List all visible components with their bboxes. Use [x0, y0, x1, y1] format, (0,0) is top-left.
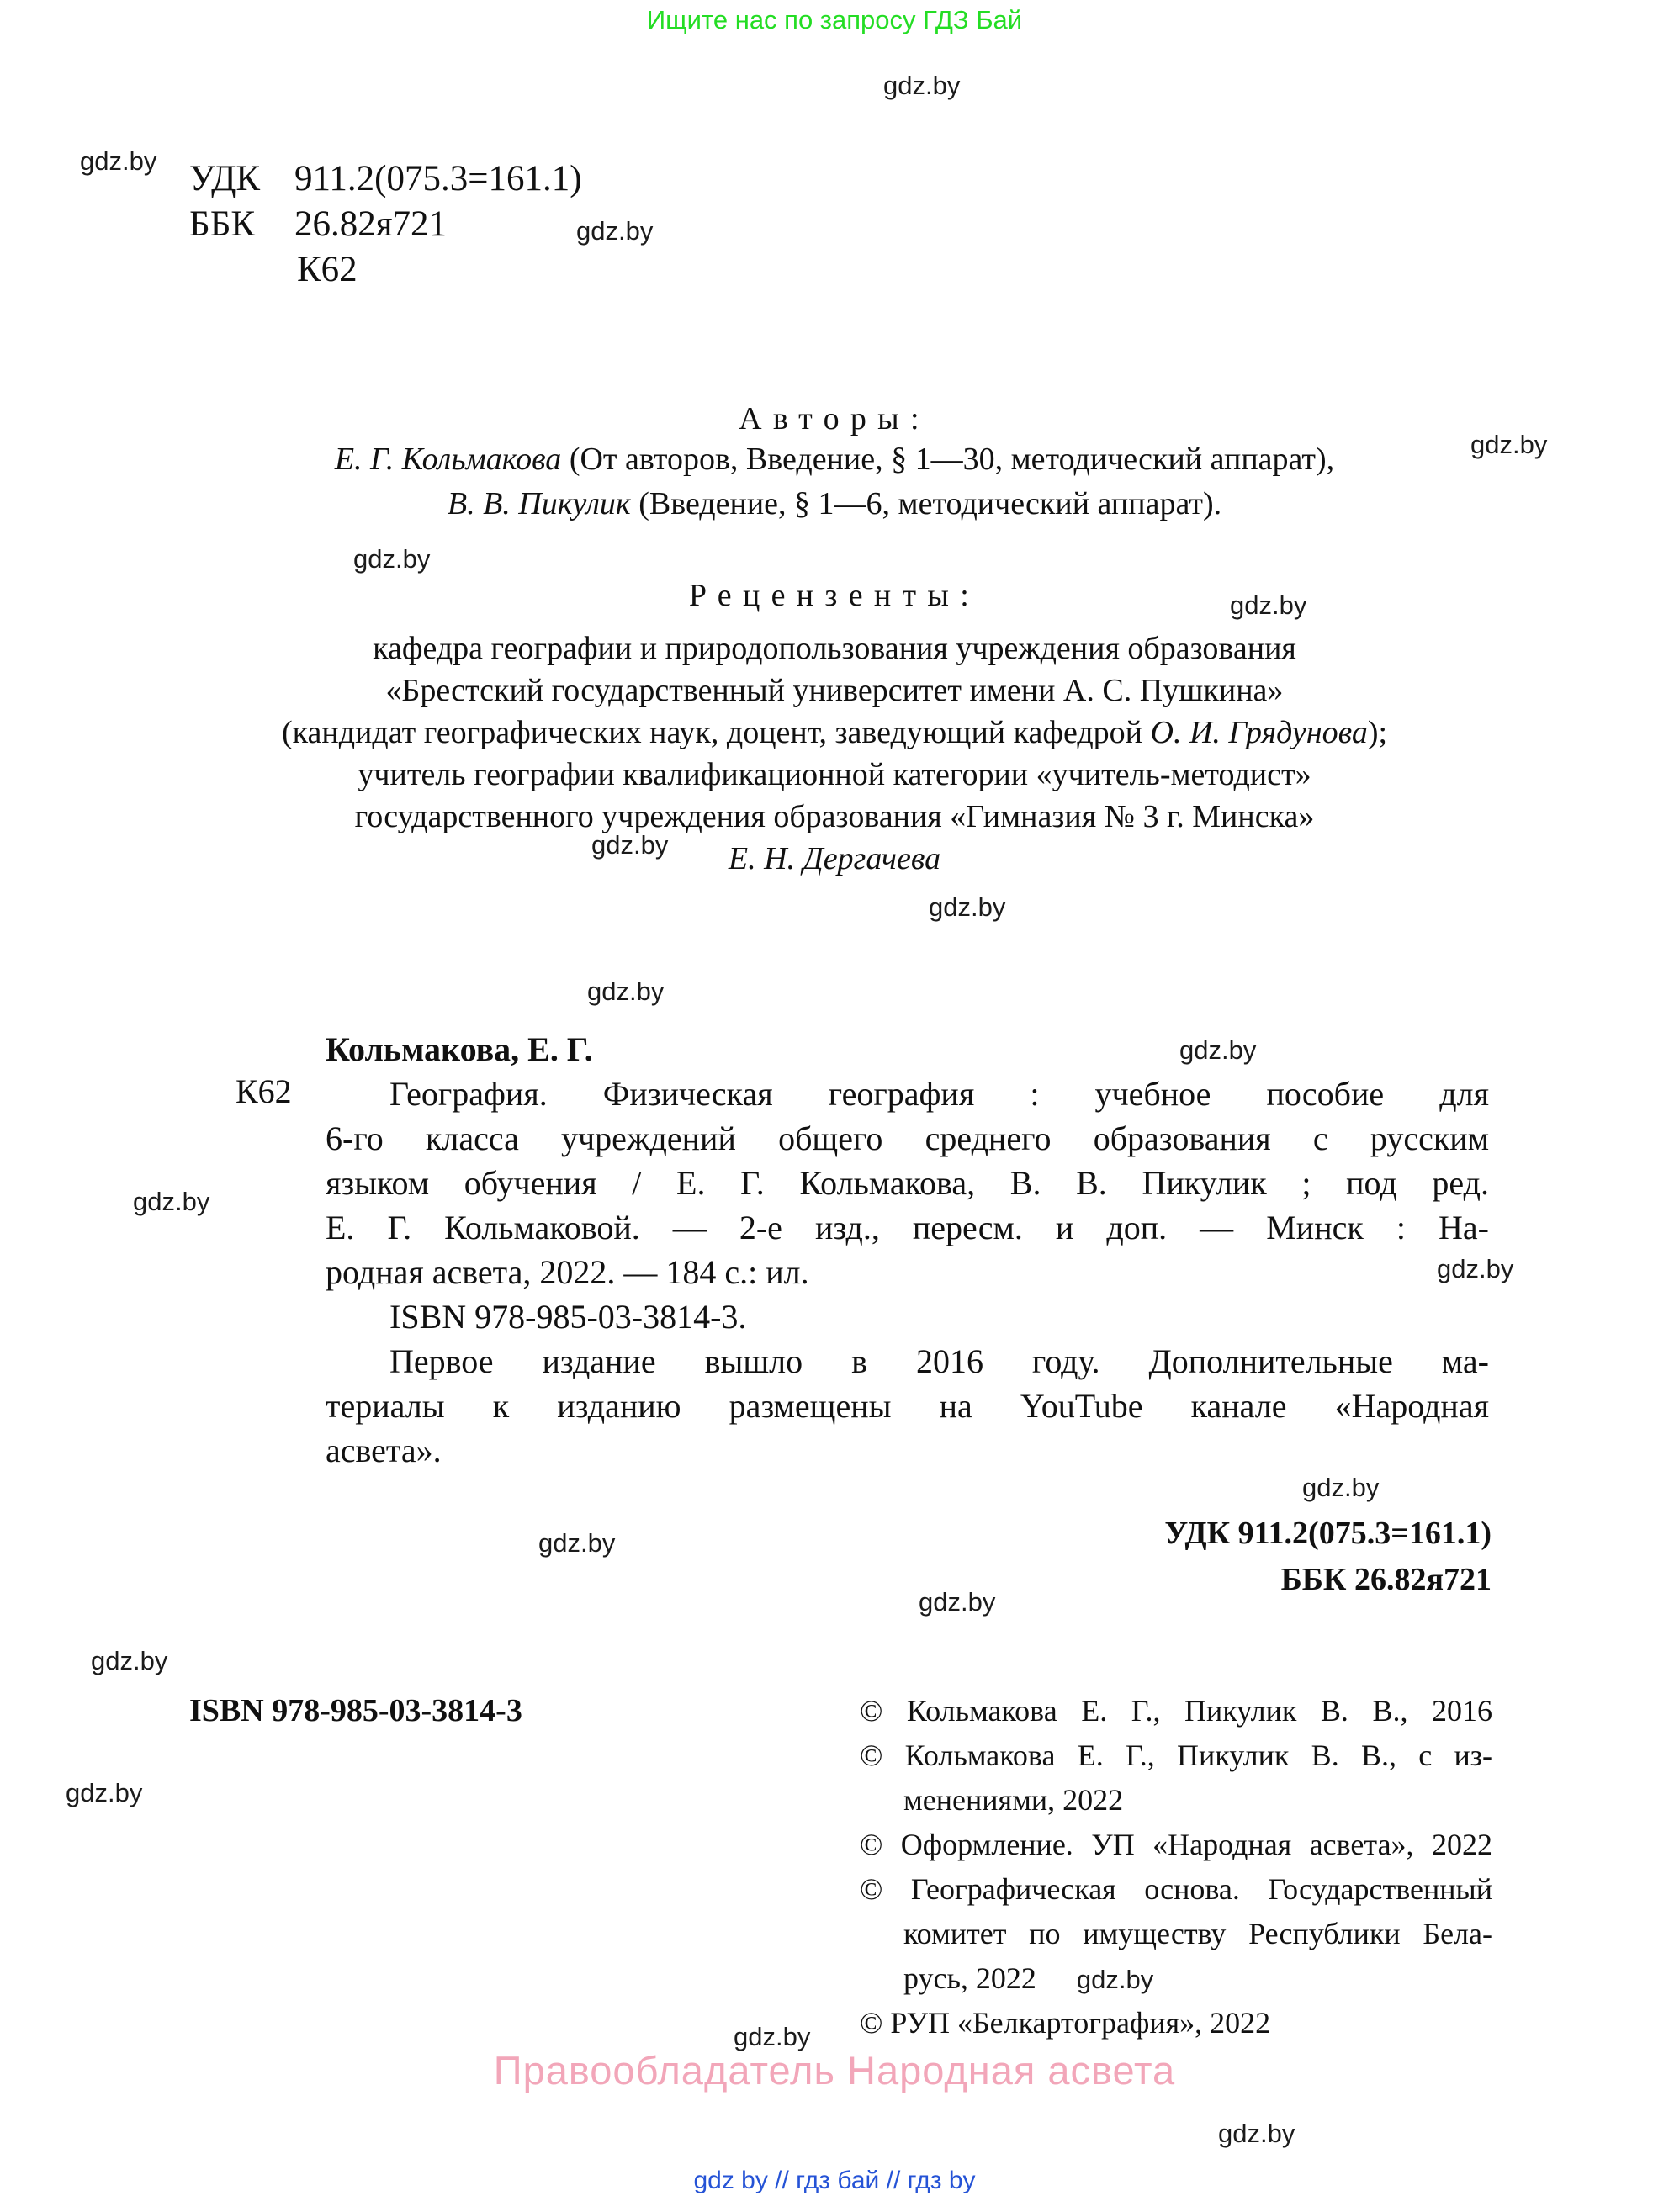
reviewer-line: кафедра географии и природопользования учреждения образования — [373, 631, 1296, 666]
author-sign: К62 — [297, 250, 358, 289]
gdz-watermark: gdz.by — [587, 976, 665, 1006]
copyright-block — [860, 1689, 1492, 2045]
card-line: 6-го класса учреждений общего среднего образования с русским — [326, 1119, 1489, 1157]
rights-holder-banner: Правообладатель Народная асвета — [493, 2048, 1176, 2093]
bbk-bottom: ББК 26.82я721 — [1280, 1562, 1492, 1597]
card-line: родная асвета, 2022. — 184 с.: ил. — [326, 1253, 809, 1291]
gdz-watermark: gdz.by — [1218, 2119, 1295, 2148]
catalog-card — [326, 1027, 1489, 1473]
gdz-watermark: gdz.by — [1230, 590, 1307, 620]
author-roles: (От авторов, Введение, § 1—30, методический аппарат), — [561, 442, 1335, 477]
bbk-line — [189, 202, 582, 247]
copyright-line: русь, 2022 gdz.by — [903, 1961, 1154, 1995]
gdz-watermark: gdz.by — [538, 1528, 616, 1558]
copyright-line: © РУП «Белкартография», 2022 — [860, 2006, 1271, 2040]
author-line-2 — [0, 485, 1669, 522]
reviewer-line: государственного учреждения образования «Гимназия № 3 г. Минска» — [354, 799, 1315, 834]
gdz-watermark: gdz.by — [1179, 1035, 1257, 1065]
bbk-label: ББК — [189, 204, 256, 244]
classification-block — [189, 156, 582, 293]
copyright-line: © Кольмакова Е. Г., Пикулик В. В., 2016 — [860, 1694, 1492, 1728]
card-line: Е. Г. Кольмаковой. — 2-е изд., пересм. и доп. — Минск : На- — [326, 1209, 1489, 1246]
reviewer-name: Е. Н. Дергачева — [728, 841, 941, 876]
reviewers-block — [0, 627, 1669, 880]
footer-links[interactable]: gdz by // гдз бай // гдз by — [693, 2167, 976, 2194]
udk-bottom: УДК 911.2(075.3=161.1) — [1164, 1516, 1492, 1551]
gdz-watermark: gdz.by — [91, 1646, 168, 1675]
promo-banner: Ищите нас по запросу ГДЗ Бай — [646, 5, 1023, 34]
card-line: языком обучения / Е. Г. Кольмакова, В. В. Пикулик ; под ред. — [326, 1164, 1489, 1202]
card-line: География. Физическая география : учебное пособие для — [389, 1075, 1489, 1113]
gdz-watermark: gdz.by — [883, 71, 961, 100]
copyright-line: © Географическая основа. Государственный — [860, 1872, 1492, 1906]
author-sign: К62 — [236, 1072, 292, 1110]
card-note-line: териалы к изданию размещены на YouTube канале «Народная — [326, 1387, 1489, 1425]
authors-heading: Авторы: — [739, 401, 930, 437]
reviewer-line: «Брестский государственный университет имени А. С. Пушкина» — [385, 673, 1284, 708]
reviewers-heading: Рецензенты: — [688, 578, 981, 613]
author-name: Е. Г. Кольмакова — [334, 442, 562, 477]
udk-label: УДК — [189, 159, 261, 198]
isbn-bottom: ISBN 978-985-03-3814-3 — [189, 1693, 522, 1728]
gdz-watermark: gdz.by — [66, 1778, 143, 1807]
copyright-line: © Оформление. УП «Народная асвета», 2022 — [860, 1828, 1492, 1861]
author-line-1 — [0, 441, 1669, 478]
reviewer-line: учитель географии квалификационной категории «учитель-методист» — [358, 757, 1311, 792]
card-note-line: асвета». — [326, 1431, 442, 1469]
gdz-watermark: gdz.by — [1470, 430, 1548, 459]
gdz-watermark: gdz.by — [919, 1587, 996, 1617]
copyright-line: комитет по имуществу Республики Бела- — [903, 1917, 1492, 1950]
gdz-watermark: gdz.by — [80, 146, 157, 176]
card-isbn: ISBN 978-985-03-3814-3. — [389, 1298, 747, 1336]
gdz-watermark: gdz.by — [1076, 1965, 1154, 1994]
author-name: В. В. Пикулик — [447, 486, 631, 521]
gdz-watermark: gdz.by — [353, 544, 431, 574]
classification-bottom — [903, 1511, 1492, 1603]
udk-value: 911.2(075.3=161.1) — [294, 159, 582, 198]
card-author-header: Кольмакова, Е. Г. — [326, 1030, 593, 1068]
reviewer-name: О. И. Грядунова — [1150, 715, 1368, 750]
bbk-value: 26.82я721 — [294, 204, 448, 244]
copyright-line: менениями, 2022 — [903, 1783, 1124, 1817]
gdz-watermark: gdz.by — [133, 1187, 210, 1216]
gdz-watermark: gdz.by — [591, 830, 669, 860]
gdz-watermark: gdz.by — [929, 892, 1006, 922]
author-roles: (Введение, § 1—6, методический аппарат). — [630, 486, 1222, 521]
udk-line — [189, 156, 582, 202]
gdz-watermark: gdz.by — [576, 216, 654, 246]
gdz-watermark: gdz.by — [1302, 1473, 1380, 1502]
copyright-line: © Кольмакова Е. Г., Пикулик В. В., с из- — [860, 1738, 1492, 1772]
gdz-watermark: gdz.by — [734, 2022, 811, 2051]
gdz-watermark: gdz.by — [1437, 1254, 1514, 1283]
reviewer-line: (кандидат географических наук, доцент, заведующий кафедрой О. И. Грядунова); — [281, 715, 1388, 750]
card-note-line: Первое издание вышло в 2016 году. Дополнительные ма- — [389, 1342, 1489, 1380]
